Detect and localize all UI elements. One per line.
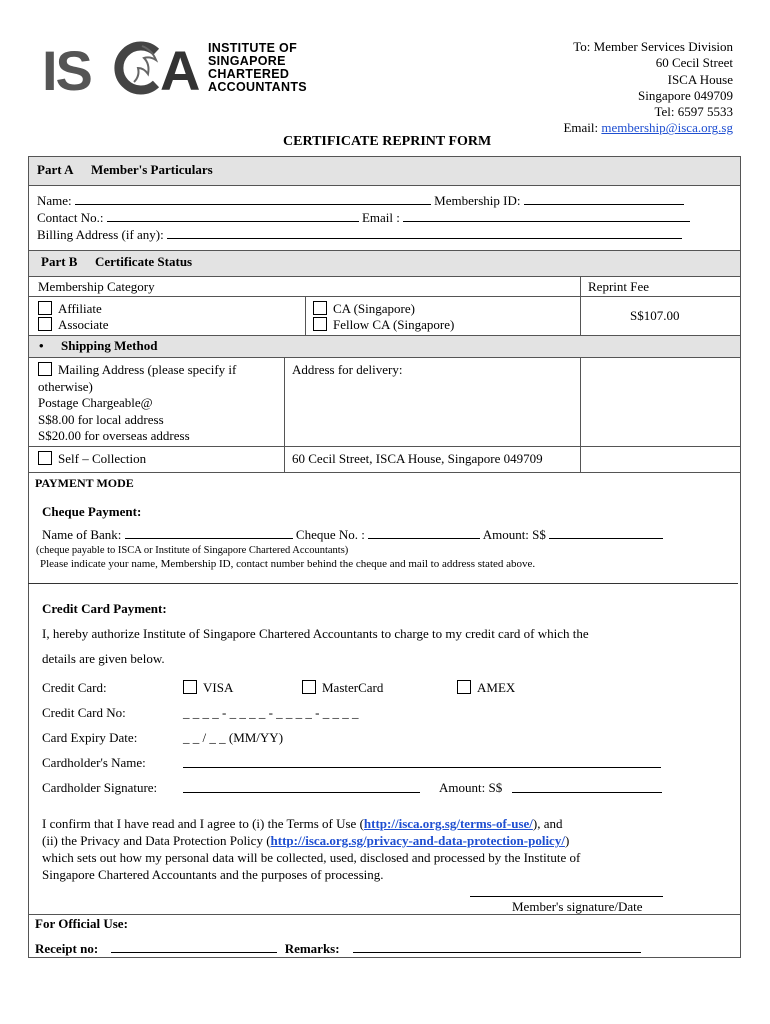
remarks-label: Remarks: bbox=[284, 941, 340, 956]
address-to: To: Member Services Division bbox=[573, 39, 733, 54]
fellow-ca-checkbox[interactable] bbox=[313, 317, 327, 331]
address-house: ISCA House bbox=[667, 71, 733, 87]
self-collection-option[interactable]: Self – Collection bbox=[38, 451, 146, 467]
cardholder-name-field[interactable] bbox=[183, 756, 661, 768]
expiry-field[interactable]: _ _ / _ _ (MM/YY) bbox=[183, 730, 284, 745]
email-field[interactable] bbox=[403, 210, 690, 222]
logo-text-a: A bbox=[160, 39, 201, 102]
terms-of-use-link[interactable]: http://isca.org.sg/terms-of-use/ bbox=[363, 816, 533, 831]
option-associate[interactable]: Associate bbox=[38, 317, 109, 333]
billing-field[interactable] bbox=[167, 227, 682, 239]
mailing-line-2: otherwise) bbox=[38, 378, 93, 394]
cheque-title: Cheque Payment: bbox=[42, 504, 142, 519]
email-label: Email : bbox=[361, 210, 400, 225]
cardholder-signature-label: Cardholder Signature: bbox=[42, 780, 158, 795]
logo-text-is: IS bbox=[42, 39, 91, 102]
logo-line-1: INSTITUTE OF bbox=[208, 41, 298, 55]
shipping-title: Shipping Method bbox=[61, 338, 158, 353]
consent-line-3: which sets out how my personal data will be collected, used, disclosed and processed by the Institute of bbox=[42, 850, 581, 865]
contact-field[interactable] bbox=[107, 210, 359, 222]
mastercard-checkbox[interactable] bbox=[302, 680, 316, 694]
option-mastercard[interactable]: MasterCard bbox=[302, 680, 383, 696]
address-city: Singapore 049709 bbox=[638, 87, 733, 103]
logo-line-3: CHARTERED bbox=[208, 67, 290, 81]
member-signature-label: Member's signature/Date bbox=[512, 899, 643, 914]
card-no-field[interactable]: _ _ _ _ - _ _ _ _ - _ _ _ _ - _ _ _ _ bbox=[183, 705, 359, 720]
cardholder-name-label: Cardholder's Name: bbox=[42, 755, 146, 770]
privacy-policy-link[interactable]: http://isca.org.sg/privacy-and-data-protection-policy/ bbox=[270, 833, 565, 848]
address-block bbox=[563, 39, 733, 137]
bank-field[interactable] bbox=[125, 527, 293, 539]
collection-address: 60 Cecil Street, ISCA House, Singapore 049709 bbox=[292, 451, 543, 466]
delivery-address-label: Address for delivery: bbox=[292, 362, 403, 377]
address-street: 60 Cecil Street bbox=[655, 55, 733, 71]
authorize-line-1: I, hereby authorize Institute of Singapore Chartered Accountants to charge to my credit card of which the bbox=[42, 626, 589, 641]
name-label: Name: bbox=[37, 193, 72, 208]
address-tel: Tel: 6597 5533 bbox=[654, 104, 733, 120]
logo-line-4: ACCOUNTANTS bbox=[208, 80, 307, 94]
postage-text: Postage Chargeable@ bbox=[38, 395, 153, 410]
payment-mode-title: PAYMENT MODE bbox=[35, 476, 134, 490]
isca-logo bbox=[42, 36, 322, 102]
mailing-option[interactable] bbox=[38, 362, 236, 445]
official-row bbox=[35, 941, 641, 957]
option-fellow-ca[interactable]: Fellow CA (Singapore) bbox=[313, 317, 454, 333]
category-header: Membership Category bbox=[38, 279, 155, 294]
cheque-indicate-note: Please indicate your name, Membership ID, contact number behind the cheque and mail to address stated above. bbox=[40, 558, 536, 570]
option-ca-singapore[interactable]: CA (Singapore) bbox=[313, 301, 415, 317]
local-rate: S$8.00 for local address bbox=[38, 411, 164, 427]
mailing-checkbox[interactable] bbox=[38, 362, 52, 376]
billing-row bbox=[37, 227, 737, 243]
contact-label: Contact No.: bbox=[37, 210, 104, 225]
self-collection-checkbox[interactable] bbox=[38, 451, 52, 465]
cheque-payable-note: (cheque payable to ISCA or Institute of Singapore Chartered Accountants) bbox=[36, 545, 349, 556]
consent-text: I confirm that I have read and I agree to (i) the Terms of Use (http://isca.org.sg/terms-of-use/), and (ii) the Privacy and Data Protection Policy (http://isca.org.sg/privacy-and-data-protection-policy/) which sets out how my personal data will be collected, used, disclosed and processed by the Institute of Singapore Chartered Accountants and the purposes of processing. bbox=[42, 816, 581, 882]
address-email-line: Email: membership@isca.org.sg bbox=[563, 120, 733, 136]
cheque-no-field[interactable] bbox=[368, 527, 480, 539]
name-field[interactable] bbox=[75, 193, 431, 205]
bank-label: Name of Bank: bbox=[42, 527, 122, 542]
part-a-label: Part A bbox=[37, 162, 74, 177]
option-affiliate[interactable]: Affiliate bbox=[38, 301, 102, 317]
associate-checkbox[interactable] bbox=[38, 317, 52, 331]
reprint-fee-value: S$107.00 bbox=[630, 308, 680, 323]
part-a-title: Member's Particulars bbox=[91, 162, 213, 177]
cheque-amount-label: Amount: S$ bbox=[482, 527, 546, 542]
cheque-row bbox=[42, 527, 663, 543]
official-use-title: For Official Use: bbox=[35, 916, 128, 931]
shipping-header bbox=[28, 335, 741, 358]
remarks-field[interactable] bbox=[353, 941, 641, 953]
part-b-header bbox=[28, 250, 741, 277]
option-amex[interactable]: AMEX bbox=[457, 680, 515, 696]
overseas-rate: S$20.00 for overseas address bbox=[38, 428, 190, 443]
fee-header: Reprint Fee bbox=[588, 279, 650, 294]
card-amount-label: Amount: S$ bbox=[439, 780, 503, 795]
shipping-bullet: • bbox=[39, 338, 44, 353]
membership-id-field[interactable] bbox=[524, 193, 684, 205]
logo-line-2: SINGAPORE bbox=[208, 54, 286, 68]
name-row bbox=[37, 193, 737, 209]
cheque-no-label: Cheque No. : bbox=[295, 527, 365, 542]
membership-id-label: Membership ID: bbox=[434, 193, 521, 208]
consent-line-4: Singapore Chartered Accountants and the purposes of processing. bbox=[42, 867, 384, 882]
expiry-label: Card Expiry Date: bbox=[42, 730, 138, 745]
card-no-label: Credit Card No: bbox=[42, 705, 126, 720]
cardholder-signature-field[interactable] bbox=[183, 781, 420, 793]
option-visa[interactable]: VISA bbox=[183, 680, 233, 696]
amex-checkbox[interactable] bbox=[457, 680, 471, 694]
billing-label: Billing Address (if any): bbox=[37, 227, 164, 242]
member-signature-line[interactable] bbox=[470, 896, 663, 897]
card-amount-field[interactable] bbox=[512, 781, 662, 793]
visa-checkbox[interactable] bbox=[183, 680, 197, 694]
credit-card-label: Credit Card: bbox=[42, 680, 107, 695]
mailing-line-1: Mailing Address (please specify if bbox=[58, 362, 237, 377]
affiliate-checkbox[interactable] bbox=[38, 301, 52, 315]
credit-card-title: Credit Card Payment: bbox=[42, 601, 167, 616]
authorize-line-2: details are given below. bbox=[42, 651, 165, 666]
part-b-label: Part B bbox=[41, 254, 78, 269]
part-a-header bbox=[28, 156, 741, 186]
contact-row bbox=[37, 210, 737, 226]
cheque-amount-field[interactable] bbox=[549, 527, 663, 539]
form-title: CERTIFICATE REPRINT FORM bbox=[283, 134, 492, 149]
part-b-title: Certificate Status bbox=[95, 254, 193, 269]
email-link[interactable]: membership@isca.org.sg bbox=[601, 120, 733, 136]
ca-singapore-checkbox[interactable] bbox=[313, 301, 327, 315]
receipt-field[interactable] bbox=[111, 941, 277, 953]
receipt-label: Receipt no: bbox=[35, 941, 99, 956]
